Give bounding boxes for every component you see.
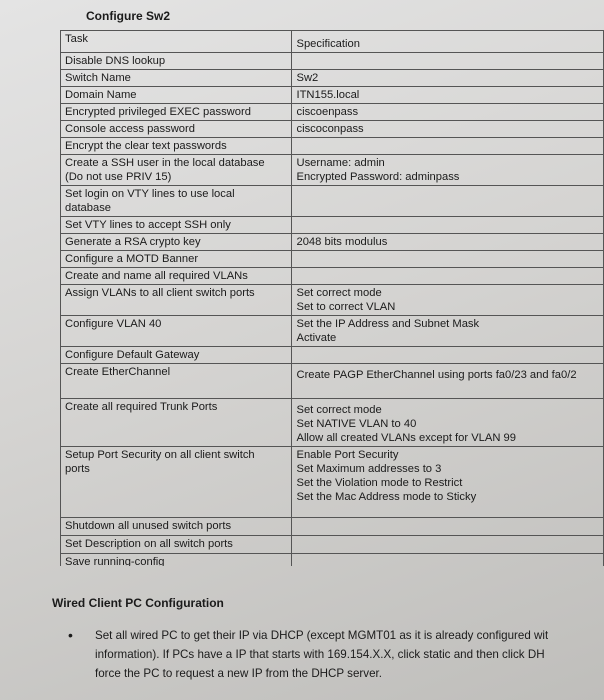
spec-cell — [292, 217, 604, 234]
table-row — [61, 364, 604, 399]
task-cell — [61, 121, 292, 138]
header-task-label: Task — [65, 33, 89, 45]
spec-cell — [292, 138, 604, 155]
task-text: Configure a MOTD Banner — [65, 253, 199, 265]
table-row — [61, 186, 604, 217]
spec-cell — [292, 447, 604, 518]
spec-text: Set the Mac Address mode to Sticky — [296, 491, 477, 503]
spec-cell — [292, 251, 604, 268]
spec-cell — [292, 121, 604, 138]
table-row — [61, 121, 604, 138]
task-text: Configure VLAN 40 — [65, 318, 162, 330]
spec-text: ciscoconpass — [296, 123, 364, 135]
spec-cell — [292, 399, 604, 447]
spec-text: Set to correct VLAN — [296, 301, 396, 313]
task-cell — [61, 104, 292, 121]
bullet-line: Set all wired PC to get their IP via DHCP (except MGMT01 as it is already configured wit — [95, 629, 549, 642]
spec-text: Sw2 — [296, 72, 319, 84]
spec-cell — [292, 53, 604, 70]
task-text: Console access password — [65, 123, 195, 135]
spec-text: Enable Port Security — [296, 449, 399, 461]
task-text: Setup Port Security on all client switch — [65, 449, 255, 461]
config-table — [60, 30, 604, 566]
task-text: Create EtherChannel — [65, 366, 171, 378]
spec-text: Set NATIVE VLAN to 40 — [296, 418, 417, 430]
task-text: Generate a RSA crypto key — [65, 236, 201, 248]
task-text: ports — [65, 463, 90, 475]
header-spec — [292, 31, 604, 53]
table-row — [61, 217, 604, 234]
task-cell — [61, 347, 292, 364]
task-text: Create all required Trunk Ports — [65, 401, 218, 413]
task-cell — [61, 399, 292, 447]
task-text: Configure Default Gateway — [65, 349, 200, 361]
spec-cell — [292, 536, 604, 554]
spec-cell — [292, 347, 604, 364]
task-text: Domain Name — [65, 89, 137, 101]
spec-text: Set the Violation mode to Restrict — [296, 477, 463, 489]
spec-cell — [292, 285, 604, 316]
task-cell — [61, 70, 292, 87]
spec-cell — [292, 87, 604, 104]
spec-text: ciscoenpass — [296, 106, 359, 118]
table-row — [61, 399, 604, 447]
table-row — [61, 347, 604, 364]
task-text: Create and name all required VLANs — [65, 270, 248, 282]
spec-text: Allow all created VLANs except for VLAN 99 — [296, 432, 516, 444]
task-cell — [61, 554, 292, 567]
task-cell — [61, 316, 292, 347]
table-row — [61, 70, 604, 87]
task-cell — [61, 87, 292, 104]
task-cell — [61, 536, 292, 554]
task-cell — [61, 186, 292, 217]
task-text: (Do not use PRIV 15) — [65, 171, 172, 183]
task-text: Set Description on all switch ports — [65, 538, 233, 550]
spec-text: Set correct mode — [296, 287, 382, 299]
header-spec-label: Specification — [296, 38, 360, 50]
spec-text: Encrypted Password: adminpass — [296, 171, 460, 183]
spec-text: 2048 bits modulus — [296, 236, 388, 248]
task-text: Set login on VTY lines to use local — [65, 188, 235, 200]
table-row — [61, 87, 604, 104]
spec-cell — [292, 316, 604, 347]
task-text: database — [65, 202, 112, 214]
task-cell — [61, 518, 292, 536]
bullet-item — [68, 626, 604, 683]
table-row — [61, 316, 604, 347]
task-cell — [61, 234, 292, 251]
task-text: Encrypt the clear text passwords — [65, 140, 227, 152]
spec-cell — [292, 518, 604, 536]
spec-cell — [292, 104, 604, 121]
spec-text: Activate — [296, 332, 337, 344]
spec-cell — [292, 364, 604, 399]
table-row — [61, 53, 604, 70]
spec-cell — [292, 70, 604, 87]
task-text: Set VTY lines to accept SSH only — [65, 219, 231, 231]
bullet-line: information). If PCs have a IP that starts with 169.154.X.X, click static and then click DH — [95, 648, 545, 661]
spec-text: Set the IP Address and Subnet Mask — [296, 318, 480, 330]
table-row — [61, 155, 604, 186]
table-row — [61, 554, 604, 567]
spec-cell — [292, 186, 604, 217]
table-row — [61, 536, 604, 554]
task-cell — [61, 364, 292, 399]
spec-cell — [292, 554, 604, 567]
table-row — [61, 138, 604, 155]
table-row — [61, 251, 604, 268]
spec-cell — [292, 155, 604, 186]
task-text: Create a SSH user in the local database — [65, 157, 265, 169]
task-text: Disable DNS lookup — [65, 55, 166, 67]
spec-text: Set correct mode — [296, 404, 382, 416]
task-cell — [61, 138, 292, 155]
spec-text: Username: admin — [296, 157, 385, 169]
table-row — [61, 268, 604, 285]
bullet-text — [95, 626, 548, 683]
bullet-dot: • — [68, 627, 73, 643]
task-cell — [61, 268, 292, 285]
task-text: Assign VLANs to all client switch ports — [65, 287, 255, 299]
section-title: Wired Client PC Configuration — [52, 596, 224, 610]
table-row — [61, 104, 604, 121]
task-text: Save running-config — [65, 556, 165, 566]
task-cell — [61, 285, 292, 316]
task-text: Shutdown all unused switch ports — [65, 520, 232, 532]
table-row — [61, 518, 604, 536]
table-row — [61, 285, 604, 316]
spec-cell — [292, 268, 604, 285]
config-table-wrapper — [60, 30, 604, 566]
spec-text: Set Maximum addresses to 3 — [296, 463, 442, 475]
header-task — [61, 31, 292, 53]
spec-cell — [292, 234, 604, 251]
spec-text: ITN155.local — [296, 89, 360, 101]
spec-text: Create PAGP EtherChannel using ports fa0/23 and fa0/2 — [296, 369, 577, 381]
task-cell — [61, 251, 292, 268]
task-cell — [61, 53, 292, 70]
task-text: Encrypted privileged EXEC password — [65, 106, 251, 118]
task-cell — [61, 155, 292, 186]
task-cell — [61, 217, 292, 234]
table-header-row — [61, 31, 604, 53]
task-cell — [61, 447, 292, 518]
table-row — [61, 447, 604, 518]
bullet-line: force the PC to request a new IP from the DHCP server. — [95, 667, 382, 680]
task-text: Switch Name — [65, 72, 131, 84]
table-row — [61, 234, 604, 251]
page-title: Configure Sw2 — [86, 9, 171, 23]
